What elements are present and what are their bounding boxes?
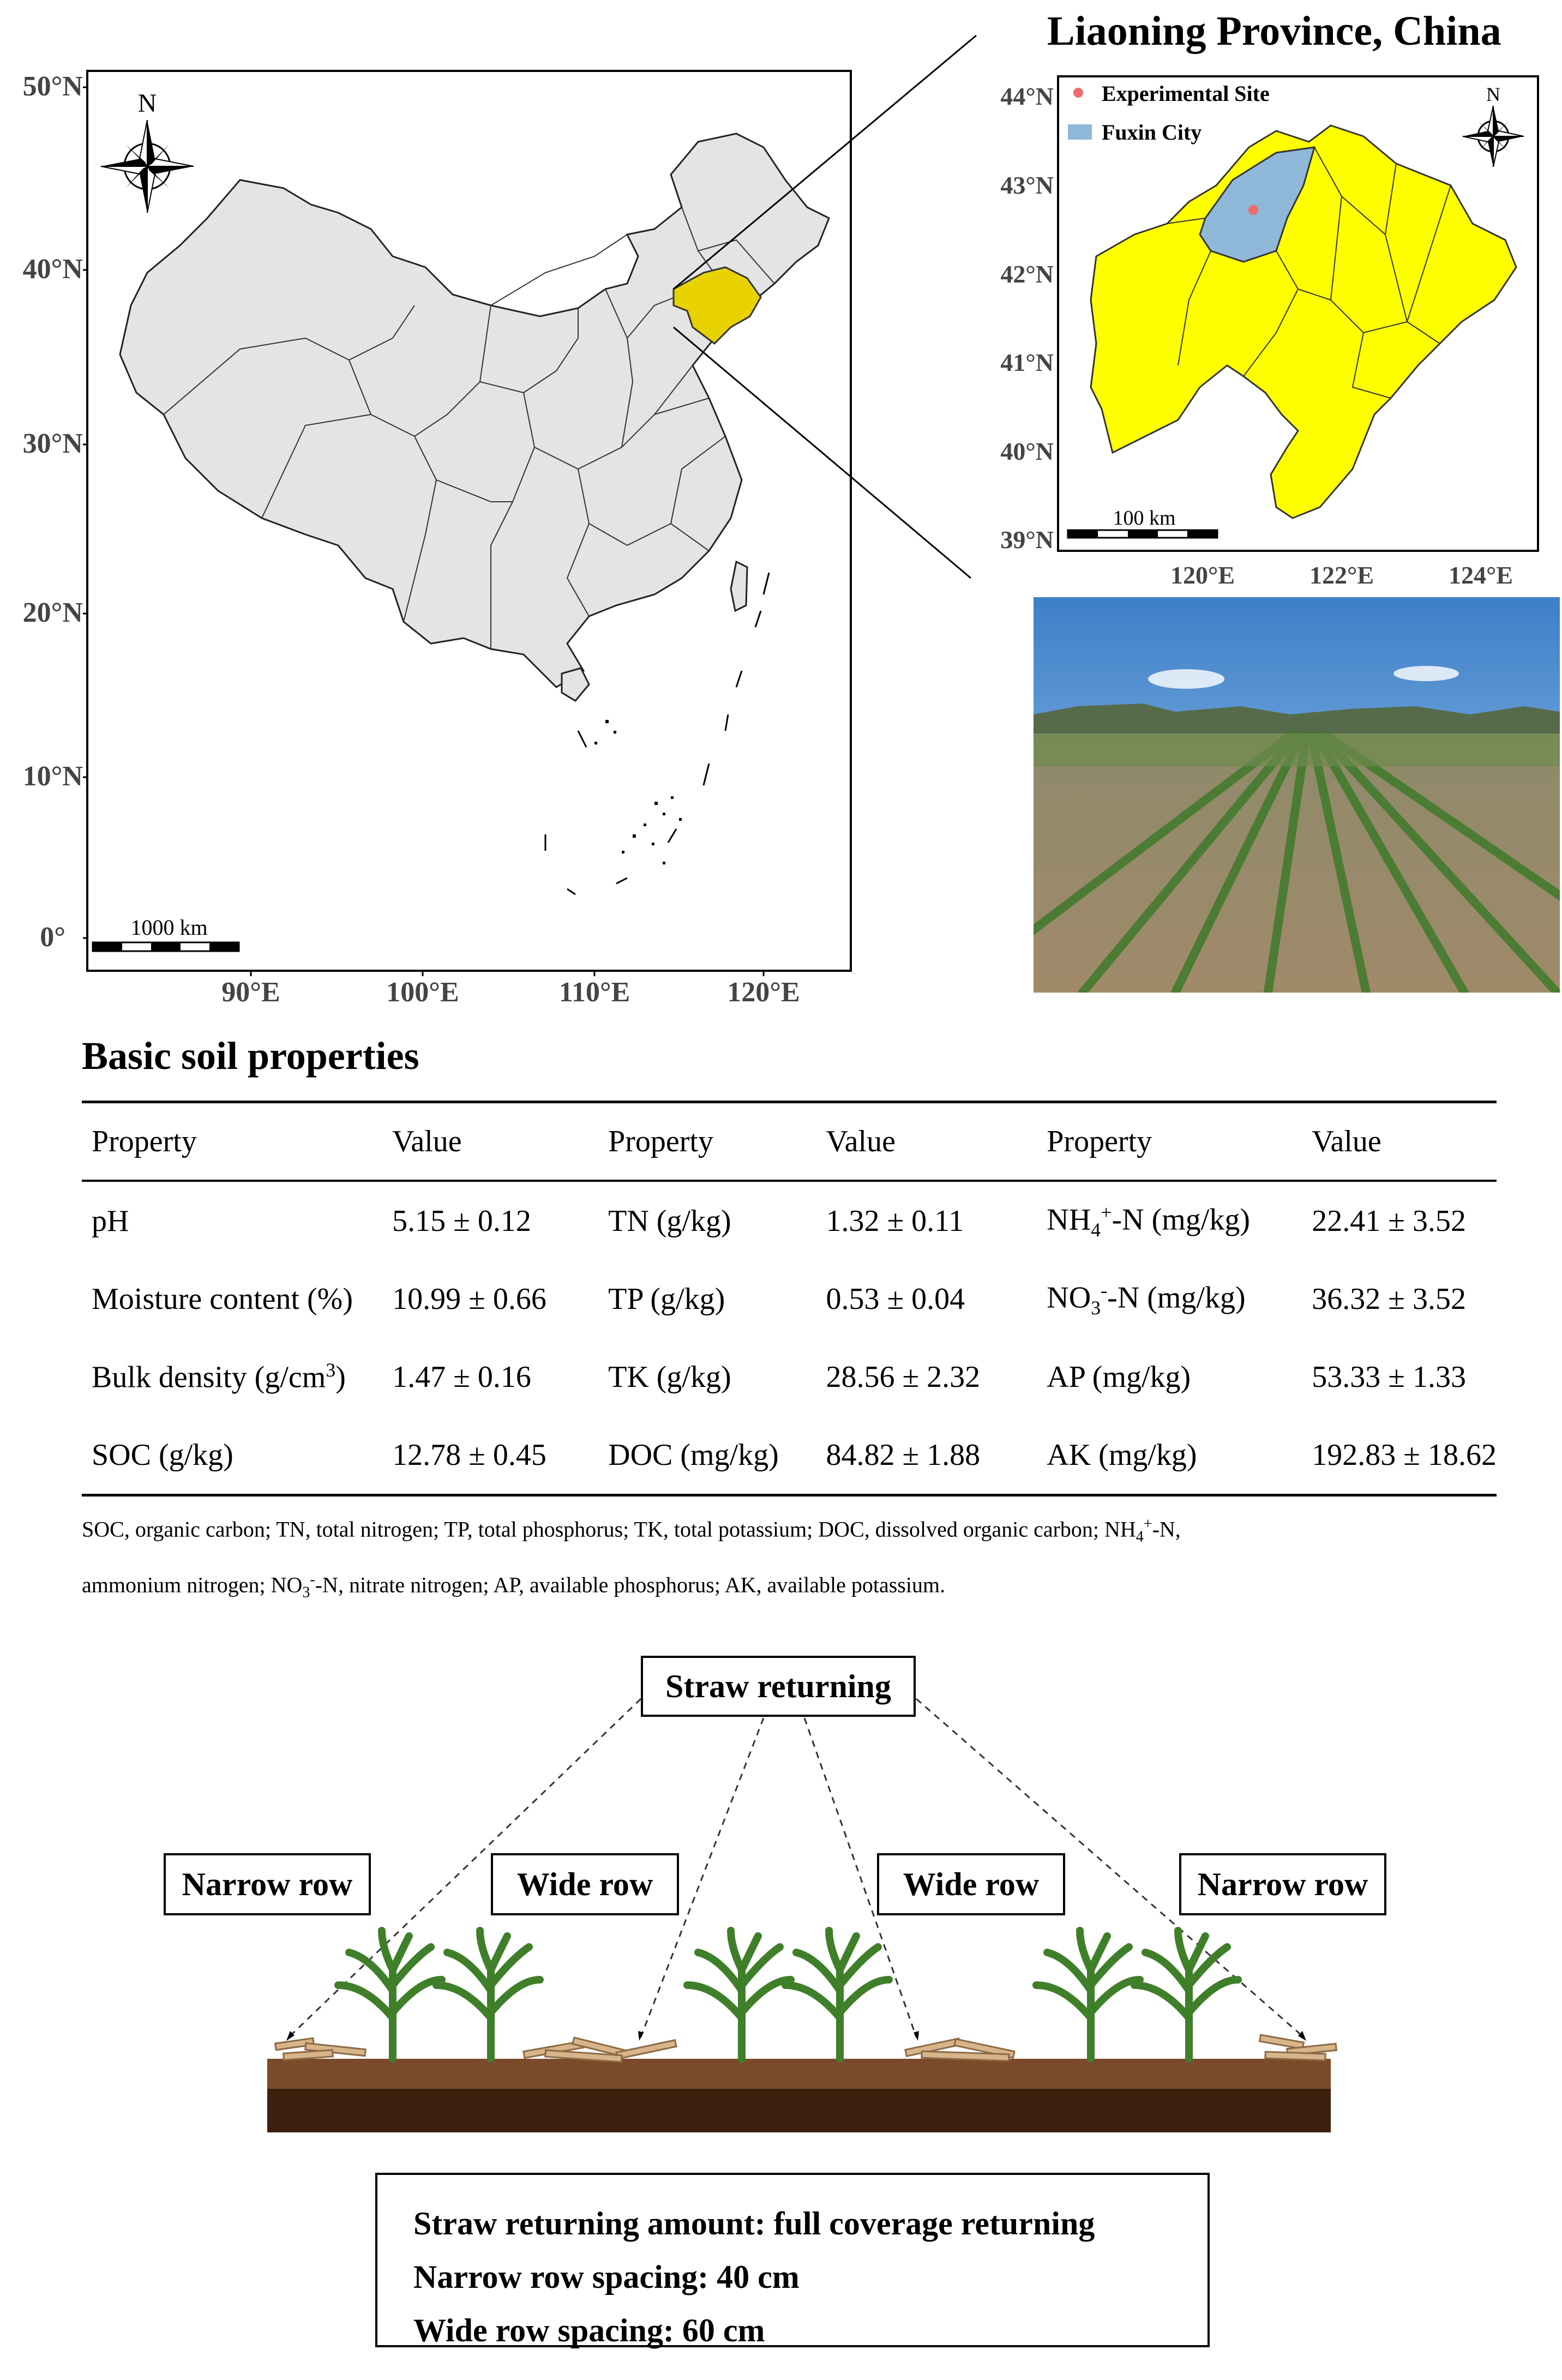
cell-property: Bulk density $(g/cm^3)$ xyxy=(92,1359,346,1395)
legend-experimental-site: Experimental Site xyxy=(1102,81,1270,106)
cell-property: TK (g/kg) xyxy=(608,1360,731,1394)
experimental-site-marker xyxy=(1248,205,1258,215)
spacing-summary-box xyxy=(375,2173,1210,2347)
table-row xyxy=(82,1260,1497,1338)
china-map xyxy=(0,0,873,1020)
header-cell: Property xyxy=(598,1102,816,1181)
cell-value: 1.47 ± 0.16 xyxy=(392,1360,531,1394)
table-footnote-line2: ammonium nitrogen; $NO_3^--N$, nitrate nitrogen; AP, available phosphorus; AK, available potassium. xyxy=(82,1571,946,1601)
china-scale-label: 1000 km xyxy=(130,915,208,940)
row-label-wide-right: Wide row xyxy=(877,1853,1065,1915)
row-label-narrow-left: Narrow row xyxy=(164,1853,371,1915)
china-lat-label: 30°N xyxy=(22,428,83,459)
table-row xyxy=(82,1416,1497,1495)
china-lon-label: 110°E xyxy=(558,977,630,1008)
cell-value: 192.83 ± 18.62 xyxy=(1302,1416,1497,1495)
field-photo xyxy=(1034,597,1560,993)
cell-value: 28.56 ± 2.32 xyxy=(826,1360,981,1394)
inset-lat-label: 44°N xyxy=(1000,82,1054,110)
corn-plants xyxy=(338,1931,1238,2059)
straw-returning-label: Straw returning xyxy=(641,1656,916,1717)
summary-line: Straw returning amount: full coverage returning xyxy=(413,2205,1095,2241)
table-footnote-line1: SOC, organic carbon; TN, total nitrogen; TP, total phosphorus; TK, total potassium; DOC, dissolved organic carbon; $NH_4^+-N$, xyxy=(82,1516,1181,1546)
cell-value: 0.53 ± 0.04 xyxy=(826,1282,965,1316)
cell-value: 22.41 ± 3.52 xyxy=(1312,1204,1466,1238)
inset-lat-label: 43°N xyxy=(1000,171,1054,199)
header-cell: Property xyxy=(1037,1102,1302,1181)
header-cell: Value xyxy=(816,1102,1037,1181)
header-cell: Property xyxy=(82,1102,382,1181)
cell-value: 5.15 ± 0.12 xyxy=(392,1204,531,1238)
table-title: Basic soil properties xyxy=(82,1034,419,1078)
row-label-wide-left: Wide row xyxy=(491,1853,679,1915)
cell-property: $NO_3^--N$ (mg/kg) xyxy=(1047,1279,1246,1319)
china-lon-label: 120°E xyxy=(727,977,800,1008)
table-row xyxy=(82,1181,1497,1260)
cell-value: 53.33 ± 1.33 xyxy=(1312,1360,1466,1394)
inset-lon-label: 120°E xyxy=(1170,561,1235,589)
liaoning-map xyxy=(971,60,1560,600)
inset-lat-label: 40°N xyxy=(1000,437,1054,465)
straw-piles xyxy=(275,2035,1337,2062)
cell-property: Moisture content (%) xyxy=(92,1282,353,1316)
cell-property: DOC (mg/kg) xyxy=(598,1416,816,1495)
inset-compass-n: N xyxy=(1486,83,1500,105)
summary-line: Narrow row spacing: 40 cm xyxy=(413,2259,800,2295)
china-lon-label: 100°E xyxy=(386,977,459,1008)
cell-property: AK (mg/kg) xyxy=(1037,1416,1302,1495)
soil-bottom-layer xyxy=(267,2089,1331,2132)
cell-property: SOC (g/kg) xyxy=(82,1416,382,1495)
china-lat-label: 40°N xyxy=(22,254,83,285)
header-cell: Value xyxy=(382,1102,598,1181)
compass-n-label: N xyxy=(137,89,157,118)
table-row xyxy=(82,1338,1497,1416)
header-cell: Value xyxy=(1302,1102,1497,1181)
china-lon-label: 90°E xyxy=(221,977,280,1008)
cell-value: 36.32 ± 3.52 xyxy=(1312,1282,1466,1316)
inset-scale-label: 100 km xyxy=(1113,507,1176,530)
soil-properties-table xyxy=(82,1101,1497,1496)
inset-lon-label: 122°E xyxy=(1309,561,1374,589)
table-header-row xyxy=(82,1102,1497,1181)
cell-property: TN (g/kg) xyxy=(608,1204,731,1238)
summary-line: Wide row spacing: 60 cm xyxy=(413,2312,765,2348)
legend-fuxin-city: Fuxin City xyxy=(1102,120,1202,145)
cell-property: AP (mg/kg) xyxy=(1047,1360,1191,1394)
row-label-narrow-right: Narrow row xyxy=(1179,1853,1386,1915)
cell-property: pH xyxy=(92,1204,129,1238)
china-lat-label: 20°N xyxy=(22,597,83,628)
inset-lon-label: 124°E xyxy=(1448,561,1513,589)
inset-lat-label: 41°N xyxy=(1000,348,1054,376)
china-lat-label: 50°N xyxy=(22,71,83,102)
inset-lat-label: 42°N xyxy=(1000,260,1054,288)
inset-title: Liaoning Province, China xyxy=(1047,8,1501,54)
cell-value: 1.32 ± 0.11 xyxy=(826,1204,964,1238)
cell-value: 10.99 ± 0.66 xyxy=(392,1282,546,1316)
cell-property: $NH_4^+-N$ (mg/kg) xyxy=(1047,1201,1250,1241)
cell-value: 12.78 ± 0.45 xyxy=(382,1416,598,1495)
soil-top-layer xyxy=(267,2059,1331,2089)
cell-value: 84.82 ± 1.88 xyxy=(816,1416,1037,1495)
china-lat-label: 10°N xyxy=(22,761,83,792)
china-lat-label: 0° xyxy=(40,922,65,953)
inset-lat-label: 39°N xyxy=(1000,526,1054,554)
cell-property: TP (g/kg) xyxy=(608,1282,725,1316)
